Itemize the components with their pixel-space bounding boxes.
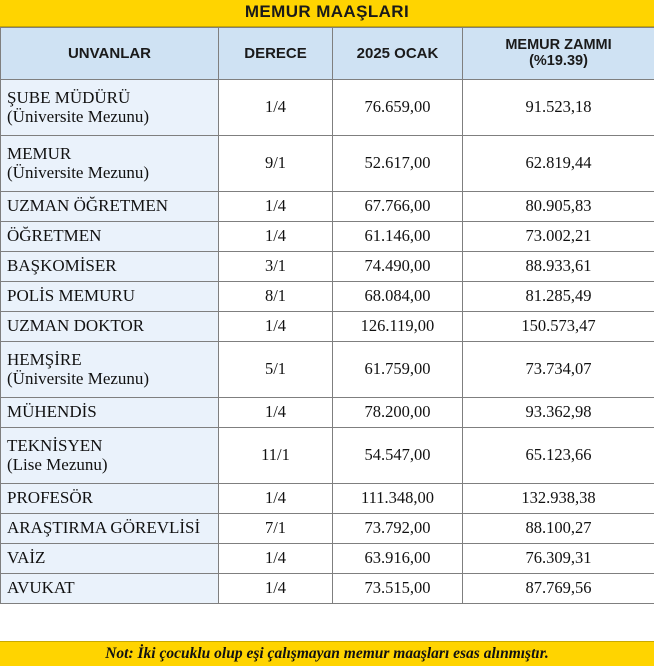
cell-zam: 91.523,18	[463, 79, 654, 135]
column-header-derece: DERECE	[219, 27, 333, 79]
column-header-zam-line1: MEMUR ZAMMI	[505, 36, 612, 53]
table-header	[1, 27, 654, 79]
table-row	[1, 543, 654, 573]
blank-space	[0, 604, 654, 641]
cell-zam: 87.769,56	[463, 573, 654, 603]
cell-unvan	[1, 135, 219, 191]
cell-ocak: 73.792,00	[333, 513, 463, 543]
cell-zam: 93.362,98	[463, 397, 654, 427]
cell-unvan	[1, 543, 219, 573]
cell-ocak: 126.119,00	[333, 311, 463, 341]
unvan-title: BAŞKOMİSER	[7, 256, 117, 276]
cell-derece: 7/1	[219, 513, 333, 543]
cell-unvan	[1, 341, 219, 397]
unvan-title: TEKNİSYEN	[7, 435, 103, 455]
cell-zam: 150.573,47	[463, 311, 654, 341]
unvan-title: MÜHENDİS	[7, 402, 97, 422]
cell-ocak: 73.515,00	[333, 573, 463, 603]
cell-unvan	[1, 191, 219, 221]
cell-zam: 80.905,83	[463, 191, 654, 221]
cell-ocak: 76.659,00	[333, 79, 463, 135]
table-body	[1, 79, 654, 603]
footer-note: Not: İki çocuklu olup eşi çalışmayan memur maaşları esas alınmıştır.	[0, 641, 654, 666]
cell-ocak: 63.916,00	[333, 543, 463, 573]
cell-derece: 3/1	[219, 251, 333, 281]
cell-zam: 88.933,61	[463, 251, 654, 281]
table-row	[1, 483, 654, 513]
unvan-title: ŞUBE MÜDÜRÜ	[7, 87, 131, 107]
cell-ocak: 52.617,00	[333, 135, 463, 191]
cell-unvan	[1, 483, 219, 513]
table-row	[1, 573, 654, 603]
unvan-note: (Lise Mezunu)	[7, 455, 108, 475]
unvan-title: PROFESÖR	[7, 488, 93, 508]
cell-zam: 132.938,38	[463, 483, 654, 513]
cell-unvan	[1, 79, 219, 135]
table-row	[1, 397, 654, 427]
cell-derece: 1/4	[219, 483, 333, 513]
cell-derece: 9/1	[219, 135, 333, 191]
cell-zam: 62.819,44	[463, 135, 654, 191]
unvan-title: ARAŞTIRMA GÖREVLİSİ	[7, 518, 201, 538]
column-header-unvanlar: UNVANLAR	[1, 27, 219, 79]
cell-ocak: 61.759,00	[333, 341, 463, 397]
cell-derece: 1/4	[219, 79, 333, 135]
cell-zam: 65.123,66	[463, 427, 654, 483]
cell-zam: 88.100,27	[463, 513, 654, 543]
cell-zam: 73.002,21	[463, 221, 654, 251]
unvan-title: UZMAN DOKTOR	[7, 316, 145, 336]
unvan-note: (Üniversite Mezunu)	[7, 163, 150, 183]
cell-zam: 76.309,31	[463, 543, 654, 573]
cell-ocak: 68.084,00	[333, 281, 463, 311]
cell-zam: 73.734,07	[463, 341, 654, 397]
column-header-zam-line2: (%19.39)	[529, 53, 588, 70]
cell-unvan	[1, 513, 219, 543]
unvan-note: (Üniversite Mezunu)	[7, 369, 150, 389]
column-header-ocak: 2025 OCAK	[333, 27, 463, 79]
cell-derece: 1/4	[219, 191, 333, 221]
unvan-note: (Üniversite Mezunu)	[7, 107, 150, 127]
table-row	[1, 281, 654, 311]
cell-ocak: 54.547,00	[333, 427, 463, 483]
cell-unvan	[1, 251, 219, 281]
unvan-title: ÖĞRETMEN	[7, 226, 102, 246]
header-row	[1, 27, 654, 79]
cell-ocak: 67.766,00	[333, 191, 463, 221]
cell-derece: 1/4	[219, 221, 333, 251]
unvan-title: UZMAN ÖĞRETMEN	[7, 196, 169, 216]
unvan-title: HEMŞİRE	[7, 349, 82, 369]
cell-derece: 1/4	[219, 397, 333, 427]
table-row	[1, 311, 654, 341]
page-title: MEMUR MAAŞLARI	[0, 0, 654, 27]
table-row	[1, 135, 654, 191]
cell-derece: 8/1	[219, 281, 333, 311]
cell-unvan	[1, 427, 219, 483]
table-row	[1, 341, 654, 397]
cell-derece: 1/4	[219, 543, 333, 573]
table-row	[1, 427, 654, 483]
cell-unvan	[1, 573, 219, 603]
cell-ocak: 111.348,00	[333, 483, 463, 513]
cell-unvan	[1, 397, 219, 427]
unvan-title: MEMUR	[7, 143, 72, 163]
unvan-title: AVUKAT	[7, 578, 75, 598]
table-row	[1, 79, 654, 135]
cell-derece: 5/1	[219, 341, 333, 397]
cell-derece: 11/1	[219, 427, 333, 483]
cell-derece: 1/4	[219, 573, 333, 603]
unvan-title: POLİS MEMURU	[7, 286, 135, 306]
table-row	[1, 513, 654, 543]
table-row	[1, 191, 654, 221]
cell-zam: 81.285,49	[463, 281, 654, 311]
table-row	[1, 221, 654, 251]
cell-unvan	[1, 311, 219, 341]
cell-ocak: 78.200,00	[333, 397, 463, 427]
cell-unvan	[1, 221, 219, 251]
cell-derece: 1/4	[219, 311, 333, 341]
cell-unvan	[1, 281, 219, 311]
column-header-zam	[463, 27, 654, 79]
cell-ocak: 61.146,00	[333, 221, 463, 251]
salary-table	[0, 27, 654, 604]
cell-ocak: 74.490,00	[333, 251, 463, 281]
table-row	[1, 251, 654, 281]
unvan-title: VAİZ	[7, 548, 46, 568]
